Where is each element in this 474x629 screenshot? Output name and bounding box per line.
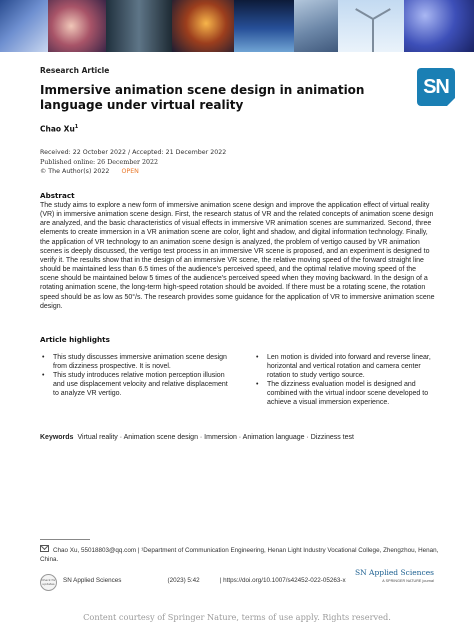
banner-image-2 [48, 0, 106, 52]
keywords-line [40, 434, 440, 441]
open-access-badge: OPEN [121, 168, 139, 175]
correspondence-note [40, 545, 440, 564]
article-dates [40, 148, 226, 177]
copyright-line: © The Author(s) 2022 OPEN [40, 168, 139, 175]
doi-link[interactable]: | https://doi.org/10.1007/s42452-022-05263-x [219, 577, 346, 584]
cover-banner [0, 0, 474, 52]
abstract-text: The study aims to explore a new form of immersive animation scene design and improve the application effect of virtual reality (VR) in immersive animation scene design. First, the research status of VR and the related concepts of animation scene design are analyzed, and the basic characteristics of visual effects in immersive VR animation scenes are summarized. Second, three elements to create immersion in a VR animation scene are color, light and shadow, and digital information technology. Finally, the application of VR technology to an animation scene design is analyzed, the problem of vertigo caused by VR animation scenes is deeply discussed, the vertigo test process in an immersive VR scene is proposed, and an experiment is designed to verify it. The results show that in the design of an immersive VR scene, the relative moving speed of the forward straight line should be maintained less than 6.5 times of the audience's perceived speed, and the optimal relative moving speed of the scene should be maintained below 5 times of the audience's perceived speed when they moving backward. In the design of a rotating animation scene, the long-term high-speed rotation should be avoided. If there must be a rotating scene, the rotation speed should be as low as 50°/s. The research provides some guidance for the application of VR to immersive animation scene design. [40, 202, 435, 310]
highlight-item: • This study discusses immersive animation scene design from dizziness prospective. It is novel. [40, 353, 235, 371]
highlights-right-column [254, 353, 444, 408]
author-email[interactable]: Chao Xu, 55018803@qq.com [53, 547, 137, 554]
author-affiliation: | ¹Department of Communication Engineering, Henan Light Industry Vocational College, Zhengzhou, Henan, China. [40, 547, 439, 563]
check-for-updates-icon[interactable]: Check for updates [40, 574, 57, 591]
journal-name: SN Applied Sciences [63, 577, 122, 584]
highlight-item: • Len motion is divided into forward and reverse linear, horizontal and vertical rotation and camera center rotation to study vertigo source. [254, 353, 444, 380]
keywords-list: Virtual reality · Animation scene design · Immersion · Animation language · Dizziness test [77, 434, 354, 441]
journal-volume: (2023) 5:42 [167, 577, 200, 584]
keywords-label: Keywords [40, 434, 74, 441]
courtesy-notice: Content courtesy of Springer Nature, terms of use apply. Rights reserved. [83, 612, 391, 622]
published-online: Published online: 26 December 2022 [40, 158, 158, 166]
banner-image-5 [234, 0, 294, 52]
banner-image-3 [106, 0, 172, 52]
highlights-left-column [40, 353, 235, 398]
footnote-divider [40, 539, 90, 540]
abstract-heading: Abstract [40, 191, 75, 200]
author-name[interactable]: Chao Xu$^1$ [40, 124, 79, 134]
highlight-item: • This study introduces relative motion perception illusion and use displacement velocity and relative displacement to analyze VR vertigo. [40, 371, 235, 398]
banner-image-4 [172, 0, 234, 52]
publisher-journal-name: SN Applied Sciences [354, 568, 434, 577]
received-accepted: Received: 22 October 2022 / Accepted: 21 December 2022 [40, 149, 227, 156]
highlights-heading: Article highlights [40, 335, 110, 344]
article-type: Research Article [40, 66, 110, 75]
article-title: Immersive animation scene design in animation language under virtual reality [40, 83, 365, 112]
banner-image-8 [404, 0, 474, 52]
banner-image-6 [294, 0, 338, 52]
envelope-icon [40, 545, 49, 552]
banner-image-1 [0, 0, 48, 52]
journal-citation [63, 577, 363, 584]
publisher-tagline: A SPRINGER NATURE journal [382, 579, 434, 583]
publisher-brand [340, 568, 434, 583]
highlight-item: • The dizziness evaluation model is designed and combined with the virtual indoor scene developed to achieve a visual immersion experience. [254, 380, 444, 407]
sn-journal-logo: SN [417, 68, 455, 106]
banner-image-wind-turbine [338, 0, 404, 52]
